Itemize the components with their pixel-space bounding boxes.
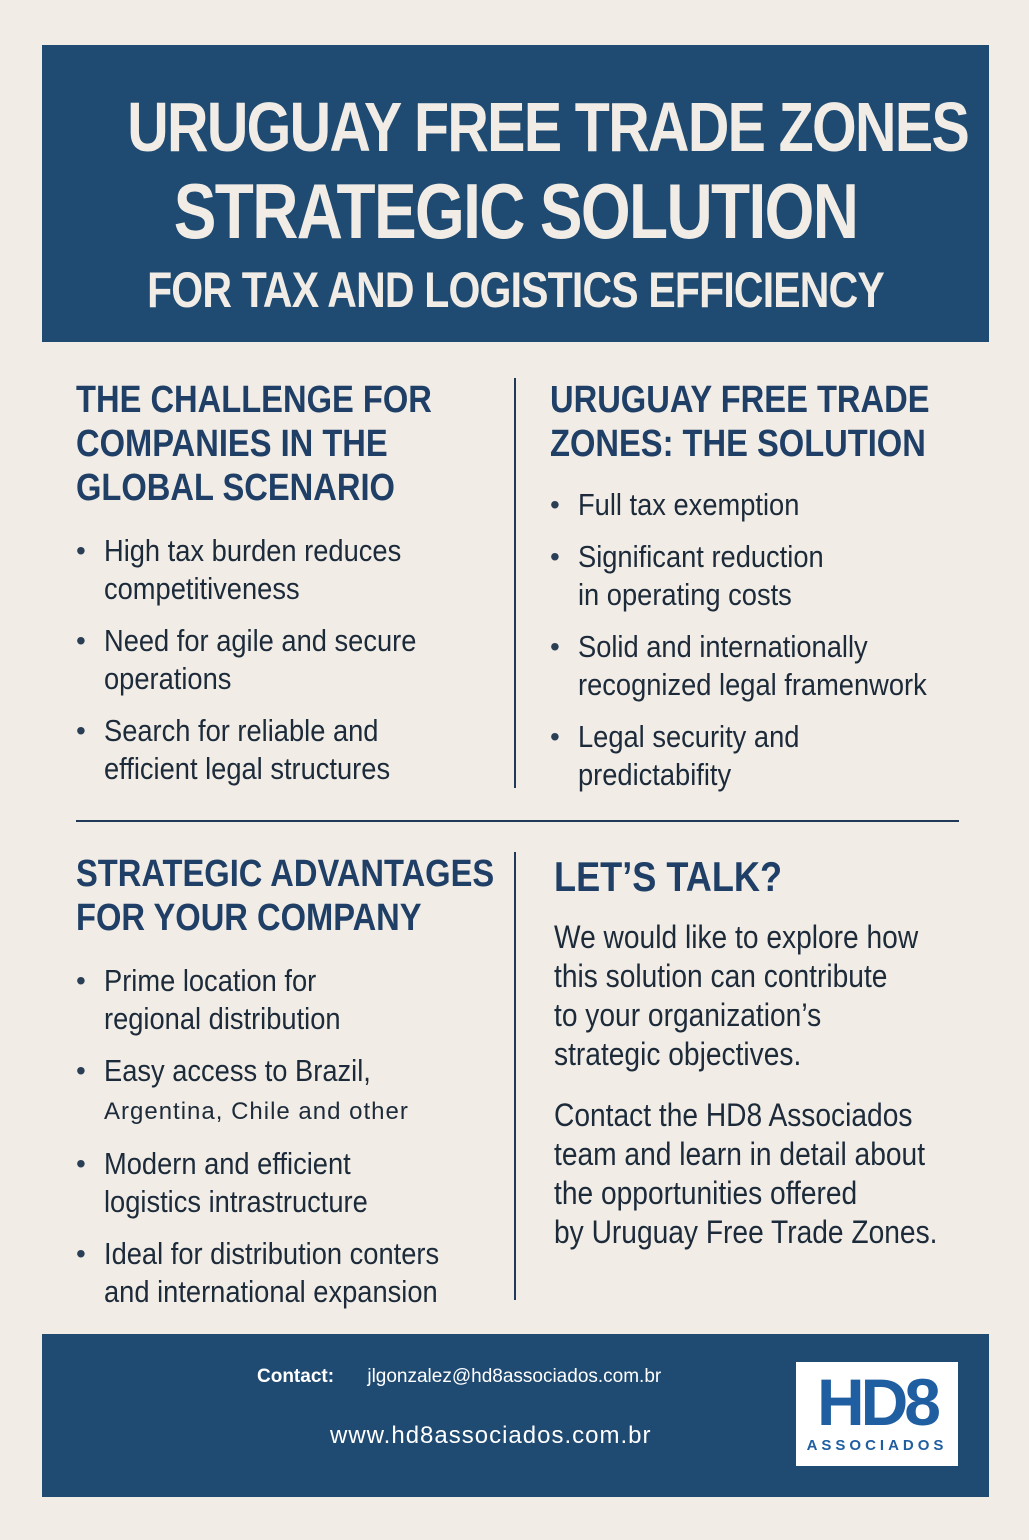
bullet-icon: • bbox=[550, 721, 560, 752]
column-divider-bottom bbox=[514, 852, 516, 1300]
advantages-title: STRATEGIC ADVANTAGES FOR YOUR COMPANY bbox=[76, 853, 495, 939]
title-line-2: STRATEGIC SOLUTION bbox=[173, 167, 858, 255]
bullet-icon: • bbox=[76, 535, 86, 566]
section-divider bbox=[76, 820, 959, 822]
solution-section bbox=[550, 378, 970, 808]
bullet-icon: • bbox=[76, 715, 86, 746]
advantages-list bbox=[76, 962, 506, 1311]
list-item: • Modern and efficient logistics intrastructure bbox=[76, 1146, 368, 1219]
contact-line bbox=[257, 1366, 661, 1388]
bullet-icon: • bbox=[76, 965, 86, 996]
advantages-section bbox=[76, 852, 506, 1325]
website-link[interactable]: www.hd8associados.com.br bbox=[330, 1422, 652, 1449]
talk-section bbox=[554, 852, 974, 1252]
challenge-list bbox=[76, 532, 496, 788]
talk-title: LET’S TALK? bbox=[554, 853, 783, 900]
bullet-icon: • bbox=[550, 631, 560, 662]
list-item: • Easy access to Brazil, Argentina, Chile and other bbox=[76, 1053, 409, 1125]
solution-list bbox=[550, 486, 970, 794]
bullet-icon: • bbox=[76, 1238, 86, 1269]
list-item: • Solid and internationally recognized legal framenwork bbox=[550, 629, 927, 702]
bullet-icon: • bbox=[550, 541, 560, 572]
bullet-icon: • bbox=[76, 1055, 86, 1086]
list-item: • Ideal for distribution conters and international expansion bbox=[76, 1236, 440, 1309]
challenge-title: THE CHALLENGE FOR COMPANIES IN THE GLOBAL SCENARIO bbox=[76, 379, 432, 509]
talk-paragraph-2: Contact the HD8 Associados team and learn in detail about the opportunities offered by Uruguay Free Trade Zones. bbox=[554, 1097, 938, 1250]
bullet-icon: • bbox=[550, 489, 560, 520]
solution-title: URUGUAY FREE TRADE ZONES: THE SOLUTION bbox=[550, 379, 930, 465]
footer-banner bbox=[42, 1334, 989, 1497]
list-item: • Search for reliable and efficient legal structures bbox=[76, 713, 391, 786]
subtitle: FOR TAX AND LOGISTICS EFFICIENCY bbox=[147, 262, 884, 318]
logo-main-text: HD8 bbox=[816, 1365, 938, 1439]
challenge-section bbox=[76, 378, 496, 802]
contact-email-link[interactable]: jlgonzalez@hd8associados.com.br bbox=[367, 1366, 662, 1387]
contact-label: Contact: bbox=[257, 1366, 335, 1387]
list-item: • Need for agile and secure operations bbox=[76, 623, 417, 696]
list-item: • Full tax exemption bbox=[550, 487, 800, 522]
list-item: • Prime location for regional distribution bbox=[76, 963, 341, 1036]
column-divider-top bbox=[514, 378, 516, 788]
title-line-1: URUGUAY FREE TRADE ZONES bbox=[127, 88, 969, 166]
talk-paragraph-1: We would like to explore how this solution can contribute to your organization’s strategic objectives. bbox=[554, 919, 919, 1072]
bullet-icon: • bbox=[76, 1148, 86, 1179]
bullet-icon: • bbox=[76, 625, 86, 656]
header-banner bbox=[42, 45, 989, 342]
hd8-logo bbox=[796, 1362, 958, 1466]
logo-sub-text: ASSOCIADOS bbox=[806, 1437, 948, 1454]
list-item: • Significant reduction in operating costs bbox=[550, 539, 824, 612]
list-item: • Legal security and predictabifity bbox=[550, 719, 800, 792]
list-item: • High tax burden reduces competitiveness bbox=[76, 533, 402, 606]
